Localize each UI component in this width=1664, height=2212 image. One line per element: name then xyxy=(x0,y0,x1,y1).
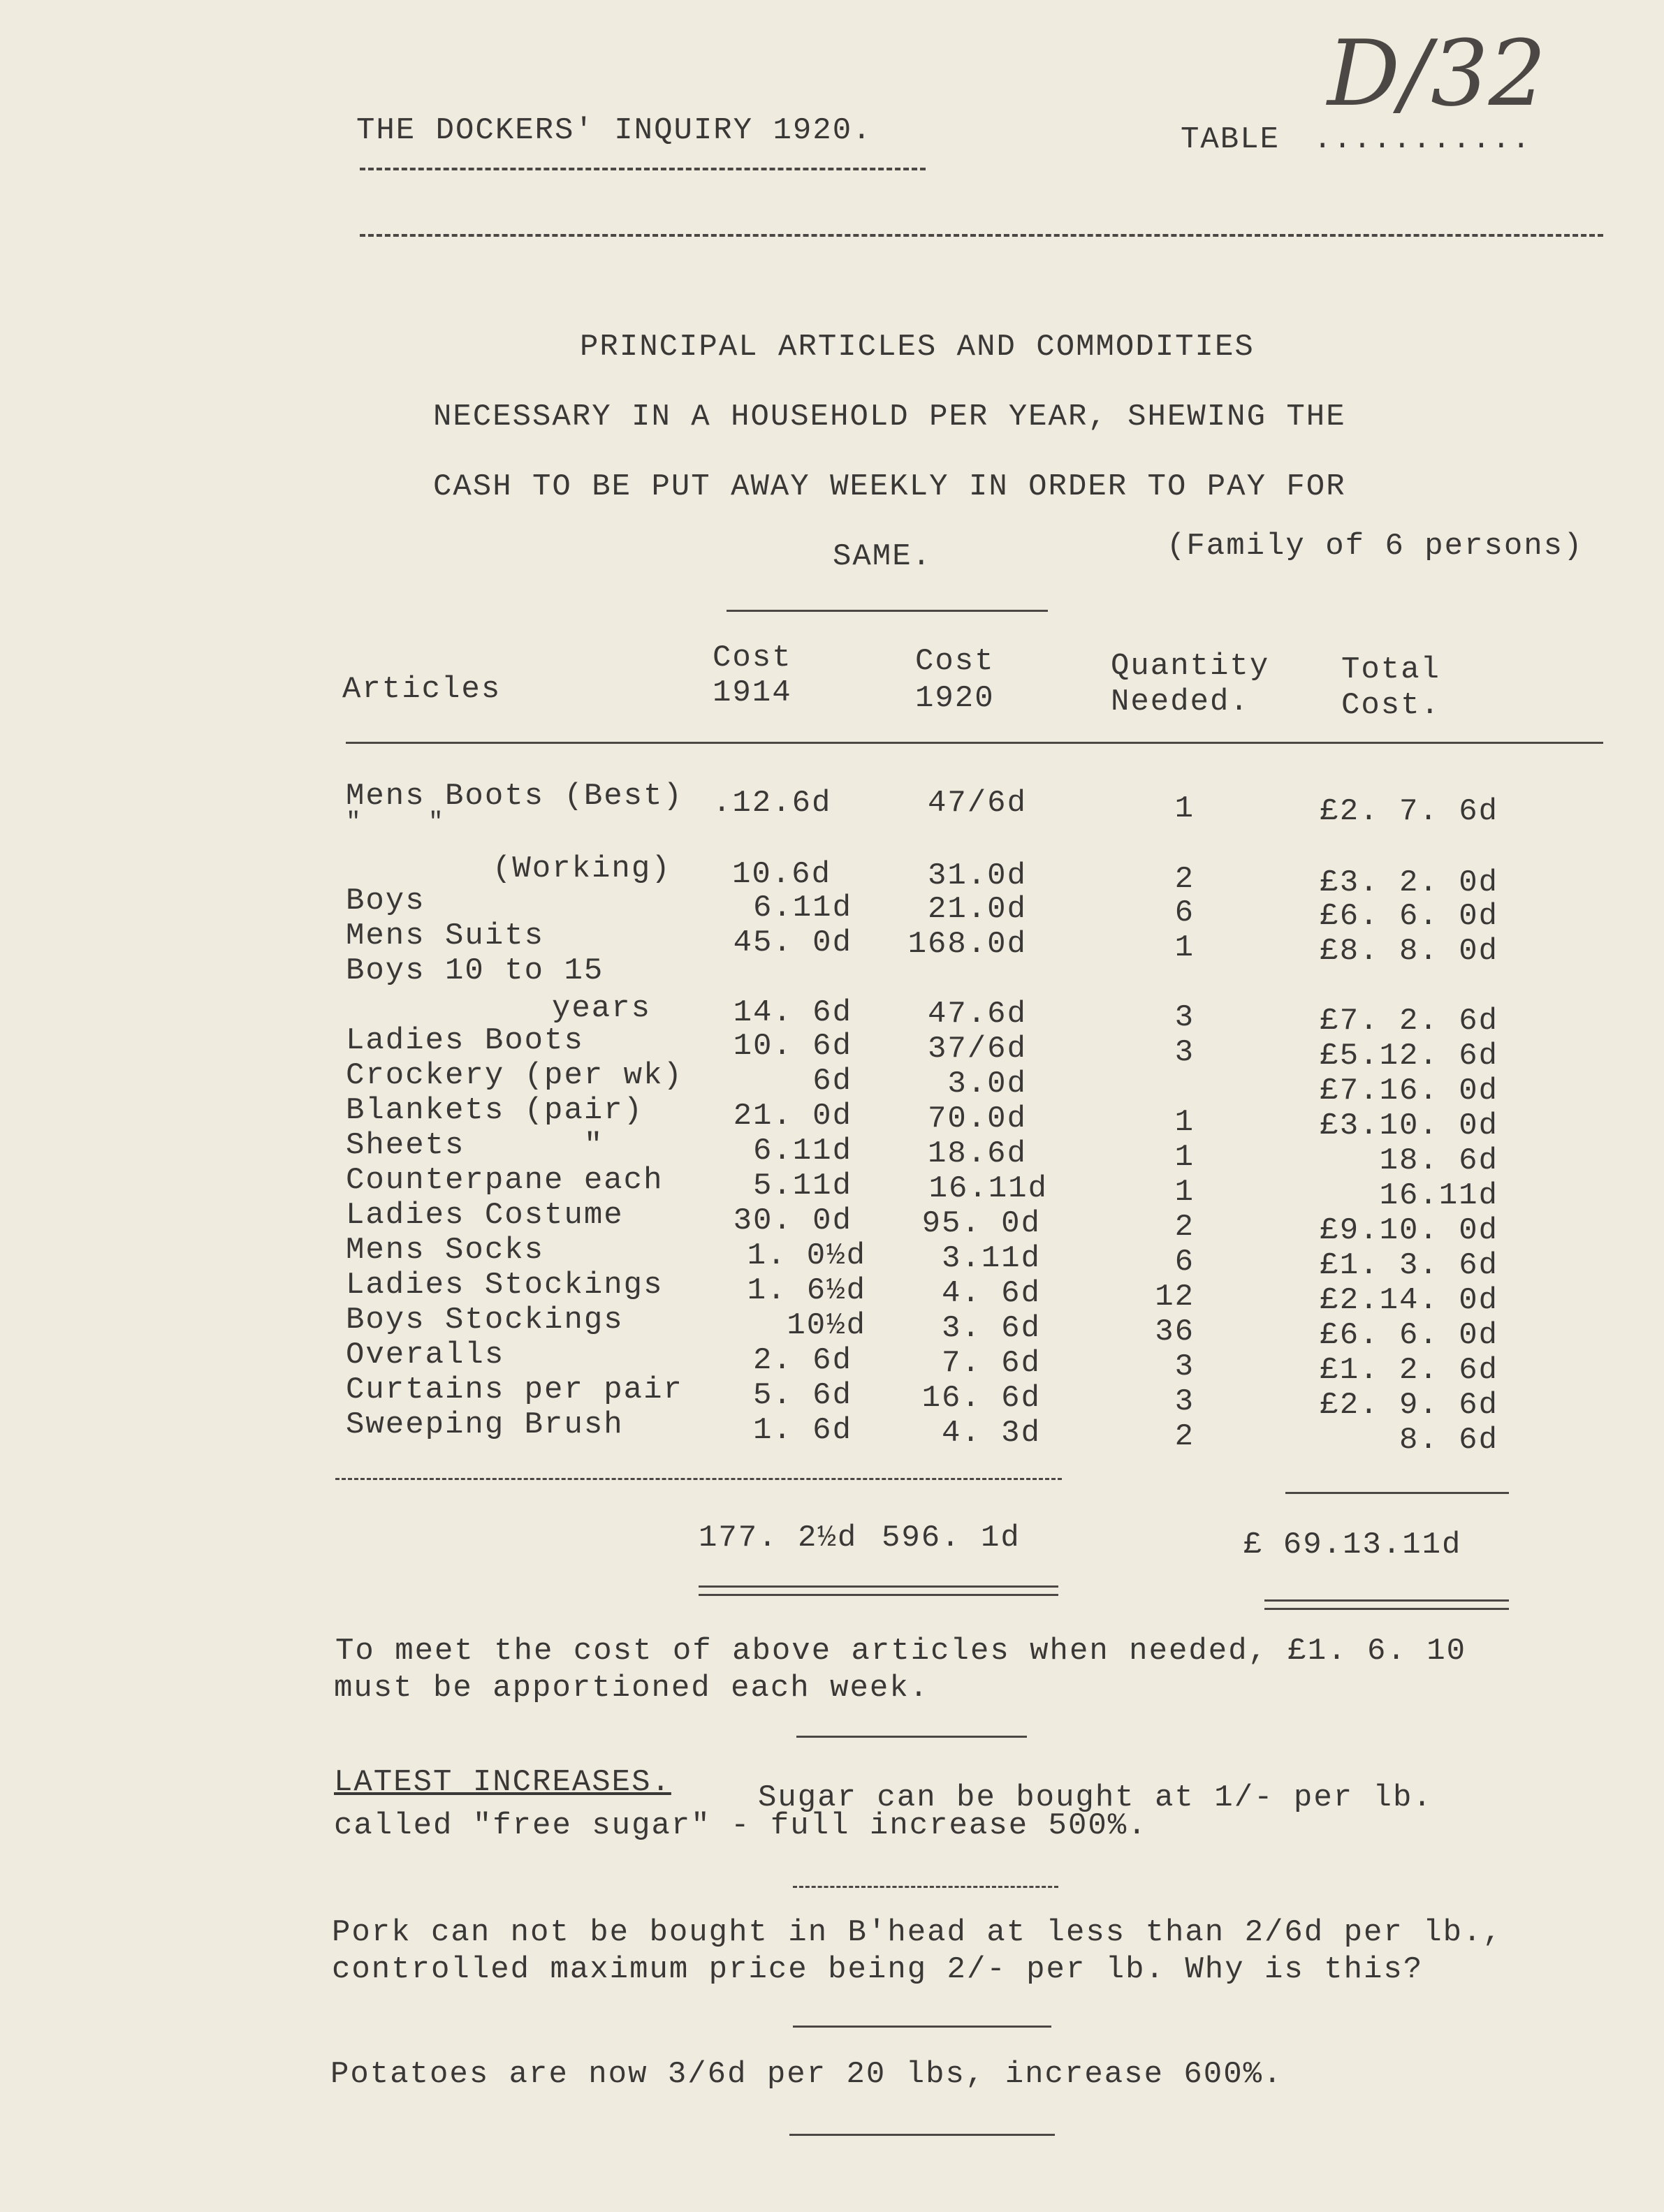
table-row-article: Sweeping Brush xyxy=(346,1407,624,1442)
table-row-article: (Working) xyxy=(492,851,671,886)
weekly-note-line-1: To meet the cost of above articles when needed, £1. 6. 10 xyxy=(335,1634,1467,1669)
col-header-total-a: Total xyxy=(1341,652,1441,687)
table-row-cost1920: 18.6d xyxy=(927,1136,1027,1171)
sugar-note-rule xyxy=(793,1886,1058,1888)
table-row-total: £7. 2. 6d xyxy=(1320,1004,1498,1039)
table-row-cost1920: 47.6d xyxy=(927,997,1027,1032)
table-row-total: £1. 3. 6d xyxy=(1320,1248,1498,1283)
table-row-cost1914: 21. 0d xyxy=(733,1099,852,1134)
table-row-cost1920: 37/6d xyxy=(927,1032,1027,1067)
table-label: TABLE xyxy=(1181,122,1280,157)
sugar-note-line-1: Sugar can be bought at 1/- per lb. xyxy=(758,1780,1433,1815)
table-row-cost1920: 31.0d xyxy=(927,858,1027,893)
table-row-cost1920: 7. 6d xyxy=(941,1346,1041,1381)
totals-rule-right xyxy=(1285,1492,1509,1494)
table-row-article: Curtains per pair xyxy=(346,1372,683,1407)
col-header-total-b: Cost. xyxy=(1341,688,1441,723)
table-row-total: £3. 2. 0d xyxy=(1320,865,1498,900)
col-header-cost1914-b: 1914 xyxy=(713,675,792,710)
table-row-cost1920: 70.0d xyxy=(927,1101,1027,1136)
table-row-total: £8. 8. 0d xyxy=(1320,934,1498,969)
table-row-total: £5.12. 6d xyxy=(1320,1039,1498,1074)
table-row-total: £9.10. 0d xyxy=(1320,1213,1498,1248)
totals-double-rule-left-1 xyxy=(699,1585,1058,1588)
table-row-qty: 12 xyxy=(1155,1280,1195,1314)
col-header-cost1914-a: Cost xyxy=(713,640,792,675)
table-row-article: Counterpane each xyxy=(346,1163,664,1198)
table-row-cost1914: 14. 6d xyxy=(733,995,852,1030)
table-row-cost1914: 1. 6½d xyxy=(747,1273,866,1308)
table-row-qty: 1 xyxy=(1174,1140,1195,1175)
table-row-cost1914: 10.6d xyxy=(731,857,831,892)
table-row-article: Boys 10 to 15 xyxy=(346,953,604,988)
totals-double-rule-right-2 xyxy=(1264,1608,1509,1610)
col-header-qty-b: Needed. xyxy=(1111,684,1250,719)
table-row-cost1914: 6d xyxy=(812,1064,852,1099)
totals-rule-left xyxy=(335,1478,1062,1480)
table-row-qty: 2 xyxy=(1174,1419,1195,1454)
table-row-cost1920: 21.0d xyxy=(927,892,1027,927)
table-row-cost1914: 1. 0½d xyxy=(747,1238,866,1273)
total-cost1920: 596. 1d xyxy=(882,1521,1021,1555)
table-row-cost1914: 10½d xyxy=(787,1308,866,1343)
table-row-qty: 1 xyxy=(1174,930,1195,965)
table-row-qty: 3 xyxy=(1174,1035,1195,1070)
table-row-qty: 3 xyxy=(1174,1000,1195,1035)
table-row-cost1914: 6.11d xyxy=(752,1134,852,1169)
table-row-cost1914: 1. 6d xyxy=(752,1413,852,1448)
table-row-article: Overalls xyxy=(346,1338,505,1372)
table-number: D/32 xyxy=(1327,20,1547,126)
table-row-article: Ladies Boots xyxy=(346,1023,584,1058)
totals-double-rule-right-1 xyxy=(1264,1599,1509,1602)
heading-underline xyxy=(727,610,1048,612)
table-row-cost1920: 168.0d xyxy=(907,927,1027,962)
table-row-cost1920: 3. 6d xyxy=(941,1311,1041,1346)
table-row-cost1914: 30. 0d xyxy=(733,1203,852,1238)
potatoes-note-rule xyxy=(789,2134,1055,2136)
potatoes-note: Potatoes are now 3/6d per 20 lbs, increase 600%. xyxy=(330,2057,1283,2092)
heading-line-4: SAME. xyxy=(833,539,933,574)
table-row-article: Mens Boots (Best) xyxy=(346,779,683,814)
table-row-cost1914: .12.6d xyxy=(713,786,832,821)
document-title: THE DOCKERS' INQUIRY 1920. xyxy=(356,113,873,148)
table-row-article: " " xyxy=(346,808,445,837)
totals-double-rule-left-2 xyxy=(699,1594,1058,1596)
table-row-article: Crockery (per wk) xyxy=(346,1058,683,1093)
header-rule xyxy=(346,742,1603,744)
col-header-cost1920-a: Cost xyxy=(915,644,995,679)
table-row-article: Blankets (pair) xyxy=(346,1093,644,1128)
table-row-cost1920: 4. 6d xyxy=(941,1276,1041,1311)
title-underline xyxy=(360,168,926,170)
table-row-cost1920: 3.11d xyxy=(941,1241,1041,1276)
table-row-qty: 36 xyxy=(1155,1314,1195,1349)
table-row-total: £2. 9. 6d xyxy=(1320,1388,1498,1423)
table-row-qty: 6 xyxy=(1174,895,1195,930)
table-row-article: Ladies Stockings xyxy=(346,1268,664,1303)
table-row-qty: 1 xyxy=(1174,791,1195,826)
table-row-cost1920: 95. 0d xyxy=(921,1206,1041,1241)
latest-increases-label: LATEST INCREASES. xyxy=(334,1765,671,1800)
table-row-total: £1. 2. 6d xyxy=(1320,1353,1498,1388)
table-row-qty: 1 xyxy=(1174,1175,1195,1210)
table-row-total: £7.16. 0d xyxy=(1320,1074,1498,1108)
table-row-qty: 2 xyxy=(1174,862,1195,897)
table-row-cost1920: 3.0d xyxy=(947,1067,1027,1101)
table-row-total: 18. 6d xyxy=(1379,1143,1498,1178)
table-row-cost1920: 4. 3d xyxy=(941,1416,1041,1451)
total-cost1914: 177. 2½d xyxy=(699,1521,858,1555)
table-row-cost1914: 5.11d xyxy=(752,1169,852,1203)
table-row-article: Mens Suits xyxy=(346,918,545,953)
table-row-article: Mens Socks xyxy=(346,1233,545,1268)
weekly-note-rule xyxy=(796,1736,1027,1738)
pork-note-line-2: controlled maximum price being 2/- per lb. Why is this? xyxy=(332,1952,1424,1987)
table-row-cost1920: 16. 6d xyxy=(921,1381,1041,1416)
col-header-articles: Articles xyxy=(342,672,502,707)
table-row-cost1914: 2. 6d xyxy=(752,1343,852,1378)
table-row-qty: 3 xyxy=(1174,1349,1195,1384)
table-row-article: years xyxy=(552,991,652,1026)
table-row-cost1914: 5. 6d xyxy=(752,1378,852,1413)
table-row-article: Sheets " xyxy=(346,1128,604,1163)
table-row-cost1920: 47/6d xyxy=(927,786,1027,821)
table-row-total: £2.14. 0d xyxy=(1320,1283,1498,1318)
total-cost: £ 69.13.11d xyxy=(1243,1528,1462,1562)
weekly-note-line-2: must be apportioned each week. xyxy=(334,1671,930,1706)
table-row-cost1920: 16.11d xyxy=(928,1171,1048,1206)
table-dots: ........... xyxy=(1313,122,1532,157)
sugar-note-line-2: called "free sugar" - full increase 500%. xyxy=(334,1808,1148,1843)
table-row-qty: 1 xyxy=(1174,1105,1195,1140)
table-row-article: Ladies Costume xyxy=(346,1198,624,1233)
pork-note-rule xyxy=(793,2026,1051,2028)
family-note: (Family of 6 persons) xyxy=(1167,529,1584,564)
pork-note-line-1: Pork can not be bought in B'head at less than 2/6d per lb., xyxy=(332,1915,1503,1950)
table-row-total: £3.10. 0d xyxy=(1320,1108,1498,1143)
table-row-total: 8. 6d xyxy=(1399,1423,1498,1458)
header-divider xyxy=(360,234,1603,237)
table-row-total: £6. 6. 0d xyxy=(1320,1318,1498,1353)
table-row-total: £6. 6. 0d xyxy=(1320,899,1498,934)
heading-line-1: PRINCIPAL ARTICLES AND COMMODITIES xyxy=(580,330,1255,365)
table-row-qty: 2 xyxy=(1174,1210,1195,1245)
heading-line-3: CASH TO BE PUT AWAY WEEKLY IN ORDER TO PAY FOR xyxy=(433,469,1346,504)
col-header-qty-a: Quantity xyxy=(1111,649,1270,684)
table-row-total: 16.11d xyxy=(1379,1178,1498,1213)
table-row-cost1914: 6.11d xyxy=(752,891,852,925)
table-row-cost1914: 45. 0d xyxy=(733,925,852,960)
table-row-article: Boys xyxy=(346,884,425,918)
table-row-qty: 6 xyxy=(1174,1245,1195,1280)
table-row-article: Boys Stockings xyxy=(346,1303,624,1338)
table-row-cost1914: 10. 6d xyxy=(733,1029,852,1064)
col-header-cost1920-b: 1920 xyxy=(915,681,995,716)
table-row-qty: 3 xyxy=(1174,1384,1195,1419)
table-row-total: £2. 7. 6d xyxy=(1320,794,1498,829)
heading-line-2: NECESSARY IN A HOUSEHOLD PER YEAR, SHEWING THE xyxy=(433,400,1346,434)
